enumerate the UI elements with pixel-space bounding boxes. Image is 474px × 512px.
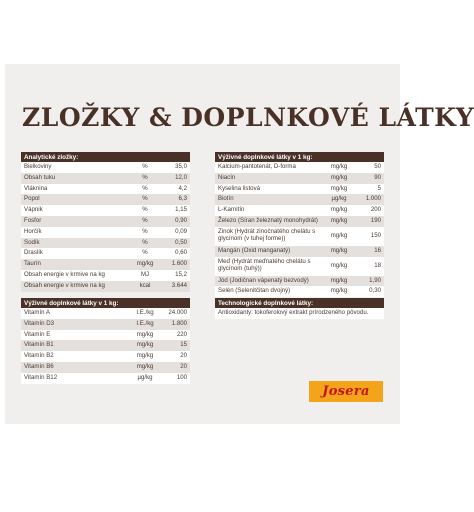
- row-value: 1,90: [354, 276, 384, 287]
- row-name: Biotín: [215, 194, 324, 205]
- technological-table: [215, 298, 384, 319]
- row-value: 20: [160, 362, 190, 373]
- row-unit: %: [130, 194, 160, 205]
- row-unit: %: [130, 248, 160, 259]
- table-row: [21, 194, 190, 205]
- row-unit: mg/kg: [324, 173, 354, 184]
- table-row: [215, 227, 384, 246]
- row-unit: kcal: [130, 281, 160, 292]
- row-value: 200: [354, 205, 384, 216]
- table-row: [21, 173, 190, 184]
- table-row: [21, 340, 190, 351]
- technological-header: Technologické doplnkové látky:: [215, 298, 384, 308]
- table-row: [21, 184, 190, 195]
- row-name: Mangán (Oxid manganatý): [215, 246, 324, 257]
- row-unit: mg/kg: [324, 216, 354, 227]
- row-value: 150: [354, 227, 384, 246]
- row-value: 24.000: [160, 308, 190, 319]
- table-row: [215, 286, 384, 297]
- row-value: 220: [160, 330, 190, 341]
- table-row: [215, 205, 384, 216]
- table-row: [21, 373, 190, 384]
- table-row: [21, 162, 190, 173]
- row-name: Draslík: [21, 248, 130, 259]
- row-value: 1,15: [160, 205, 190, 216]
- row-unit: I.E./kg: [130, 308, 160, 319]
- row-value: 15,2: [160, 270, 190, 281]
- row-value: 0,50: [160, 238, 190, 249]
- row-name: Vitamín B2: [21, 351, 130, 362]
- supplements-left-header: Výživné doplnkové látky v 1 kg:: [21, 298, 190, 308]
- row-unit: I.E./kg: [130, 319, 160, 330]
- row-unit: µg/kg: [130, 373, 160, 384]
- supplements-right-table: [215, 152, 384, 297]
- table-row: [215, 276, 384, 287]
- row-name: Vláknina: [21, 184, 130, 195]
- row-value: 90: [354, 173, 384, 184]
- row-name: Fosfor: [21, 216, 130, 227]
- row-value: 0,09: [160, 227, 190, 238]
- analytic-table: [21, 152, 190, 292]
- row-unit: %: [130, 173, 160, 184]
- row-unit: mg/kg: [324, 162, 354, 173]
- table-row: [215, 194, 384, 205]
- row-value: 18: [354, 257, 384, 276]
- row-name: Horčík: [21, 227, 130, 238]
- row-value: 4,2: [160, 184, 190, 195]
- row-value: 0,90: [160, 216, 190, 227]
- technological-text: Antioxidanty: tokoferolový extrakt prírodzeného pôvodu.: [215, 308, 384, 319]
- row-value: 190: [354, 216, 384, 227]
- row-name: Obsah tuku: [21, 173, 130, 184]
- row-unit: mg/kg: [130, 330, 160, 341]
- row-unit: mg/kg: [324, 286, 354, 297]
- row-value: 12,0: [160, 173, 190, 184]
- row-name: Taurín: [21, 259, 130, 270]
- row-value: 0,30: [354, 286, 384, 297]
- table-row: [21, 227, 190, 238]
- analytic-header: Analytické zložky:: [21, 152, 190, 162]
- row-name: Vitamín B12: [21, 373, 130, 384]
- row-name: Vápnik: [21, 205, 130, 216]
- row-unit: mg/kg: [324, 184, 354, 195]
- table-row: [21, 308, 190, 319]
- table-row: [21, 281, 190, 292]
- row-name: Vitamín B1: [21, 340, 130, 351]
- table-row: [21, 216, 190, 227]
- table-row: [215, 162, 384, 173]
- row-value: 1.000: [354, 194, 384, 205]
- row-value: 20: [160, 351, 190, 362]
- row-value: 16: [354, 246, 384, 257]
- row-name: Popol: [21, 194, 130, 205]
- table-row: [215, 216, 384, 227]
- supplements-left-table: [21, 298, 190, 384]
- row-value: 100: [160, 373, 190, 384]
- row-unit: %: [130, 184, 160, 195]
- row-name: L-Karnitín: [215, 205, 324, 216]
- row-unit: %: [130, 205, 160, 216]
- row-name: Vitamín E: [21, 330, 130, 341]
- row-unit: mg/kg: [324, 257, 354, 276]
- table-row: [21, 259, 190, 270]
- row-value: 1.800: [160, 319, 190, 330]
- row-unit: %: [130, 216, 160, 227]
- row-name: Meď (Hydrát meďnatého chelátu s glycínom (tuhý)): [215, 257, 324, 276]
- row-unit: %: [130, 162, 160, 173]
- table-row: [21, 362, 190, 373]
- row-name: Kalcium-pantotenát, D-forma: [215, 162, 324, 173]
- row-value: 6,3: [160, 194, 190, 205]
- logo-text: Josera: [322, 384, 370, 399]
- row-value: 35,0: [160, 162, 190, 173]
- row-name: Zinok (Hydrát zinočnatého chelátu s glycínom (v tuhej forme)): [215, 227, 324, 246]
- table-row: [21, 330, 190, 341]
- row-name: Jód (Jodičnan vápenatý bezvodý): [215, 276, 324, 287]
- row-unit: mg/kg: [130, 340, 160, 351]
- row-unit: µg/kg: [324, 194, 354, 205]
- row-unit: %: [130, 238, 160, 249]
- table-row: [21, 205, 190, 216]
- row-unit: mg/kg: [324, 227, 354, 246]
- row-name: Obsah energie v krmive na kg: [21, 281, 130, 292]
- row-value: 5: [354, 184, 384, 195]
- row-unit: mg/kg: [130, 362, 160, 373]
- josera-logo: [309, 381, 383, 402]
- row-value: 15: [160, 340, 190, 351]
- table-row: [21, 351, 190, 362]
- table-row: [215, 246, 384, 257]
- row-name: Sodík: [21, 238, 130, 249]
- row-name: Selén (Selenitčitan dvojný): [215, 286, 324, 297]
- row-unit: mg/kg: [130, 351, 160, 362]
- page-title: ZLOŽKY & DOPLNKOVÉ LÁTKY: [22, 103, 474, 132]
- row-name: Vitamín A: [21, 308, 130, 319]
- row-value: 50: [354, 162, 384, 173]
- row-unit: mg/kg: [324, 246, 354, 257]
- row-name: Vitamín D3: [21, 319, 130, 330]
- row-unit: %: [130, 227, 160, 238]
- row-name: Vitamín B6: [21, 362, 130, 373]
- row-name: Obsah energie v krmive na kg: [21, 270, 130, 281]
- table-row: [21, 248, 190, 259]
- row-unit: MJ: [130, 270, 160, 281]
- row-name: Bielkoviny: [21, 162, 130, 173]
- table-row: [215, 173, 384, 184]
- table-row: [21, 270, 190, 281]
- table-row: [215, 257, 384, 276]
- row-name: Niacín: [215, 173, 324, 184]
- row-value: 1.600: [160, 259, 190, 270]
- row-unit: mg/kg: [324, 276, 354, 287]
- row-name: Železo (Síran železnatý monohydrát): [215, 216, 324, 227]
- table-row: [21, 319, 190, 330]
- supplements-right-header: Výživné doplnkové látky v 1 kg:: [215, 152, 384, 162]
- row-unit: mg/kg: [324, 205, 354, 216]
- row-value: 0,60: [160, 248, 190, 259]
- row-unit: mg/kg: [130, 259, 160, 270]
- row-name: Kyselina listová: [215, 184, 324, 195]
- table-row: [215, 184, 384, 195]
- table-row: [21, 238, 190, 249]
- row-value: 3.644: [160, 281, 190, 292]
